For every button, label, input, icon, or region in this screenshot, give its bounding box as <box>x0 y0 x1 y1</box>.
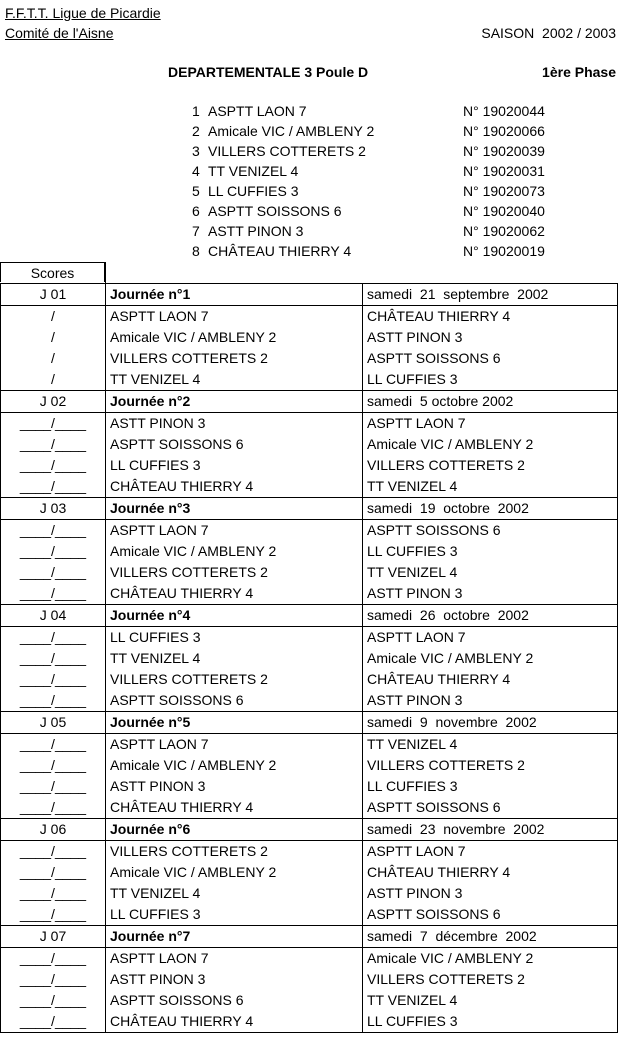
round-date: samedi 21 septembre 2002 <box>363 284 618 306</box>
phase-label: 1ère Phase <box>542 64 616 80</box>
match-score: ____/____ <box>1 690 106 712</box>
team-number: 1 <box>192 103 200 119</box>
team-license: N° 19020019 <box>463 243 545 259</box>
match-score: ____/____ <box>1 541 106 562</box>
team-license: N° 19020044 <box>463 103 545 119</box>
team-row <box>188 181 568 201</box>
away-team: Amicale VIC / AMBLENY 2 <box>363 948 618 970</box>
home-team: ASPTT LAON 7 <box>106 948 363 970</box>
match-score: ____/____ <box>1 841 106 863</box>
away-team: TT VENIZEL 4 <box>363 476 618 498</box>
team-number: 3 <box>192 143 200 159</box>
team-number: 5 <box>192 183 200 199</box>
match-row <box>1 455 618 476</box>
match-score: ____/____ <box>1 669 106 690</box>
match-row <box>1 862 618 883</box>
round-header-row <box>1 926 618 948</box>
team-row <box>188 121 568 141</box>
round-date: samedi 19 octobre 2002 <box>363 498 618 520</box>
away-team: VILLERS COTTERETS 2 <box>363 455 618 476</box>
home-team: TT VENIZEL 4 <box>106 369 363 391</box>
match-score: ____/____ <box>1 904 106 926</box>
away-team: CHÂTEAU THIERRY 4 <box>363 669 618 690</box>
away-team: ASTT PINON 3 <box>363 690 618 712</box>
match-score: ____/____ <box>1 990 106 1011</box>
home-team: TT VENIZEL 4 <box>106 648 363 669</box>
match-score: ____/____ <box>1 413 106 435</box>
home-team: Amicale VIC / AMBLENY 2 <box>106 862 363 883</box>
team-name: LL CUFFIES 3 <box>208 183 299 199</box>
match-score: / <box>1 327 106 348</box>
round-label: Journée n°6 <box>106 819 363 841</box>
match-score: / <box>1 369 106 391</box>
team-name: Amicale VIC / AMBLENY 2 <box>208 123 375 139</box>
team-row <box>188 161 568 181</box>
away-team: VILLERS COTTERETS 2 <box>363 969 618 990</box>
match-row <box>1 562 618 583</box>
round-header-row <box>1 391 618 413</box>
match-row <box>1 990 618 1011</box>
away-team: Amicale VIC / AMBLENY 2 <box>363 648 618 669</box>
away-team: ASPTT LAON 7 <box>363 413 618 435</box>
round-label: Journée n°2 <box>106 391 363 413</box>
home-team: Amicale VIC / AMBLENY 2 <box>106 541 363 562</box>
match-row <box>1 883 618 904</box>
away-team: ASPTT LAON 7 <box>363 841 618 863</box>
away-team: VILLERS COTTERETS 2 <box>363 755 618 776</box>
home-team: ASPTT LAON 7 <box>106 734 363 756</box>
header-left <box>5 3 161 43</box>
away-team: CHÂTEAU THIERRY 4 <box>363 862 618 883</box>
round-header-row <box>1 605 618 627</box>
match-row <box>1 1011 618 1033</box>
away-team: TT VENIZEL 4 <box>363 562 618 583</box>
match-score: ____/____ <box>1 1011 106 1033</box>
match-row <box>1 948 618 970</box>
round-date: samedi 7 décembre 2002 <box>363 926 618 948</box>
home-team: ASPTT LAON 7 <box>106 520 363 542</box>
match-score: ____/____ <box>1 776 106 797</box>
round-label: Journée n°3 <box>106 498 363 520</box>
match-score: ____/____ <box>1 883 106 904</box>
scores-header: Scores <box>0 262 105 282</box>
round-code: J 03 <box>1 498 106 520</box>
match-score: ____/____ <box>1 583 106 605</box>
team-name: TT VENIZEL 4 <box>208 163 299 179</box>
round-code: J 02 <box>1 391 106 413</box>
away-team: ASPTT SOISSONS 6 <box>363 797 618 819</box>
home-team: ASPTT LAON 7 <box>106 306 363 328</box>
match-score: ____/____ <box>1 520 106 542</box>
match-row <box>1 969 618 990</box>
round-code: J 06 <box>1 819 106 841</box>
away-team: ASPTT SOISSONS 6 <box>363 520 618 542</box>
match-score: / <box>1 348 106 369</box>
away-team: LL CUFFIES 3 <box>363 1011 618 1033</box>
home-team: Amicale VIC / AMBLENY 2 <box>106 755 363 776</box>
team-number: 7 <box>192 223 200 239</box>
away-team: ASTT PINON 3 <box>363 883 618 904</box>
team-license: N° 19020040 <box>463 203 545 219</box>
match-score: / <box>1 306 106 328</box>
away-team: Amicale VIC / AMBLENY 2 <box>363 434 618 455</box>
round-code: J 01 <box>1 284 106 306</box>
home-team: ASPTT SOISSONS 6 <box>106 990 363 1011</box>
round-label: Journée n°7 <box>106 926 363 948</box>
match-row <box>1 690 618 712</box>
match-row <box>1 627 618 649</box>
round-code: J 05 <box>1 712 106 734</box>
team-row <box>188 241 568 261</box>
match-row <box>1 434 618 455</box>
home-team: LL CUFFIES 3 <box>106 627 363 649</box>
home-team: CHÂTEAU THIERRY 4 <box>106 583 363 605</box>
team-name: ASPTT LAON 7 <box>208 103 307 119</box>
match-row <box>1 583 618 605</box>
team-name: ASPTT SOISSONS 6 <box>208 203 342 219</box>
home-team: ASPTT SOISSONS 6 <box>106 434 363 455</box>
match-score: ____/____ <box>1 476 106 498</box>
team-number: 8 <box>192 243 200 259</box>
round-code: J 07 <box>1 926 106 948</box>
round-date: samedi 23 novembre 2002 <box>363 819 618 841</box>
team-number: 6 <box>192 203 200 219</box>
away-team: CHÂTEAU THIERRY 4 <box>363 306 618 328</box>
away-team: LL CUFFIES 3 <box>363 541 618 562</box>
home-team: ASTT PINON 3 <box>106 776 363 797</box>
home-team: VILLERS COTTERETS 2 <box>106 669 363 690</box>
away-team: LL CUFFIES 3 <box>363 369 618 391</box>
home-team: CHÂTEAU THIERRY 4 <box>106 476 363 498</box>
match-row <box>1 541 618 562</box>
round-date: samedi 26 octobre 2002 <box>363 605 618 627</box>
match-row <box>1 734 618 756</box>
home-team: LL CUFFIES 3 <box>106 904 363 926</box>
committee-name: Comité de l'Aisne <box>5 25 114 41</box>
team-license: N° 19020066 <box>463 123 545 139</box>
season-label: SAISON 2002 / 2003 <box>481 25 616 41</box>
home-team: ASPTT SOISSONS 6 <box>106 690 363 712</box>
match-score: ____/____ <box>1 797 106 819</box>
team-name: ASTT PINON 3 <box>208 223 304 239</box>
team-number: 4 <box>192 163 200 179</box>
match-row <box>1 904 618 926</box>
home-team: ASTT PINON 3 <box>106 969 363 990</box>
team-list <box>188 101 568 261</box>
round-label: Journée n°1 <box>106 284 363 306</box>
match-row <box>1 369 618 391</box>
scores-header-divider <box>105 262 106 283</box>
round-date: samedi 5 octobre 2002 <box>363 391 618 413</box>
round-header-row <box>1 498 618 520</box>
round-label: Journée n°5 <box>106 712 363 734</box>
match-row <box>1 648 618 669</box>
home-team: CHÂTEAU THIERRY 4 <box>106 1011 363 1033</box>
match-row <box>1 327 618 348</box>
home-team: VILLERS COTTERETS 2 <box>106 841 363 863</box>
match-score: ____/____ <box>1 648 106 669</box>
match-row <box>1 755 618 776</box>
match-row <box>1 669 618 690</box>
match-score: ____/____ <box>1 948 106 970</box>
away-team: ASPTT SOISSONS 6 <box>363 348 618 369</box>
match-row <box>1 306 618 328</box>
round-header-row <box>1 712 618 734</box>
match-score: ____/____ <box>1 434 106 455</box>
match-score: ____/____ <box>1 969 106 990</box>
match-score: ____/____ <box>1 562 106 583</box>
round-date: samedi 9 novembre 2002 <box>363 712 618 734</box>
team-row <box>188 141 568 161</box>
round-header-row <box>1 819 618 841</box>
home-team: ASTT PINON 3 <box>106 413 363 435</box>
match-score: ____/____ <box>1 627 106 649</box>
round-label: Journée n°4 <box>106 605 363 627</box>
match-score: ____/____ <box>1 455 106 476</box>
team-row <box>188 101 568 121</box>
schedule-table <box>0 283 618 1033</box>
away-team: ASPTT LAON 7 <box>363 627 618 649</box>
match-row <box>1 348 618 369</box>
match-row <box>1 797 618 819</box>
away-team: ASTT PINON 3 <box>363 327 618 348</box>
away-team: LL CUFFIES 3 <box>363 776 618 797</box>
away-team: ASPTT SOISSONS 6 <box>363 904 618 926</box>
away-team: ASTT PINON 3 <box>363 583 618 605</box>
match-row <box>1 413 618 435</box>
away-team: TT VENIZEL 4 <box>363 734 618 756</box>
team-license: N° 19020062 <box>463 223 545 239</box>
match-row <box>1 476 618 498</box>
team-license: N° 19020031 <box>463 163 545 179</box>
match-row <box>1 776 618 797</box>
team-name: CHÂTEAU THIERRY 4 <box>208 243 352 259</box>
team-license: N° 19020073 <box>463 183 545 199</box>
team-license: N° 19020039 <box>463 143 545 159</box>
team-name: VILLERS COTTERETS 2 <box>208 143 366 159</box>
home-team: Amicale VIC / AMBLENY 2 <box>106 327 363 348</box>
league-name: F.F.T.T. Ligue de Picardie <box>5 5 161 21</box>
match-row <box>1 841 618 863</box>
home-team: VILLERS COTTERETS 2 <box>106 348 363 369</box>
round-header-row <box>1 284 618 306</box>
round-code: J 04 <box>1 605 106 627</box>
home-team: VILLERS COTTERETS 2 <box>106 562 363 583</box>
team-number: 2 <box>192 123 200 139</box>
home-team: TT VENIZEL 4 <box>106 883 363 904</box>
match-score: ____/____ <box>1 862 106 883</box>
match-score: ____/____ <box>1 734 106 756</box>
team-row <box>188 221 568 241</box>
team-row <box>188 201 568 221</box>
match-score: ____/____ <box>1 755 106 776</box>
match-row <box>1 520 618 542</box>
away-team: TT VENIZEL 4 <box>363 990 618 1011</box>
home-team: CHÂTEAU THIERRY 4 <box>106 797 363 819</box>
division-title: DEPARTEMENTALE 3 Poule D <box>168 64 369 80</box>
home-team: LL CUFFIES 3 <box>106 455 363 476</box>
